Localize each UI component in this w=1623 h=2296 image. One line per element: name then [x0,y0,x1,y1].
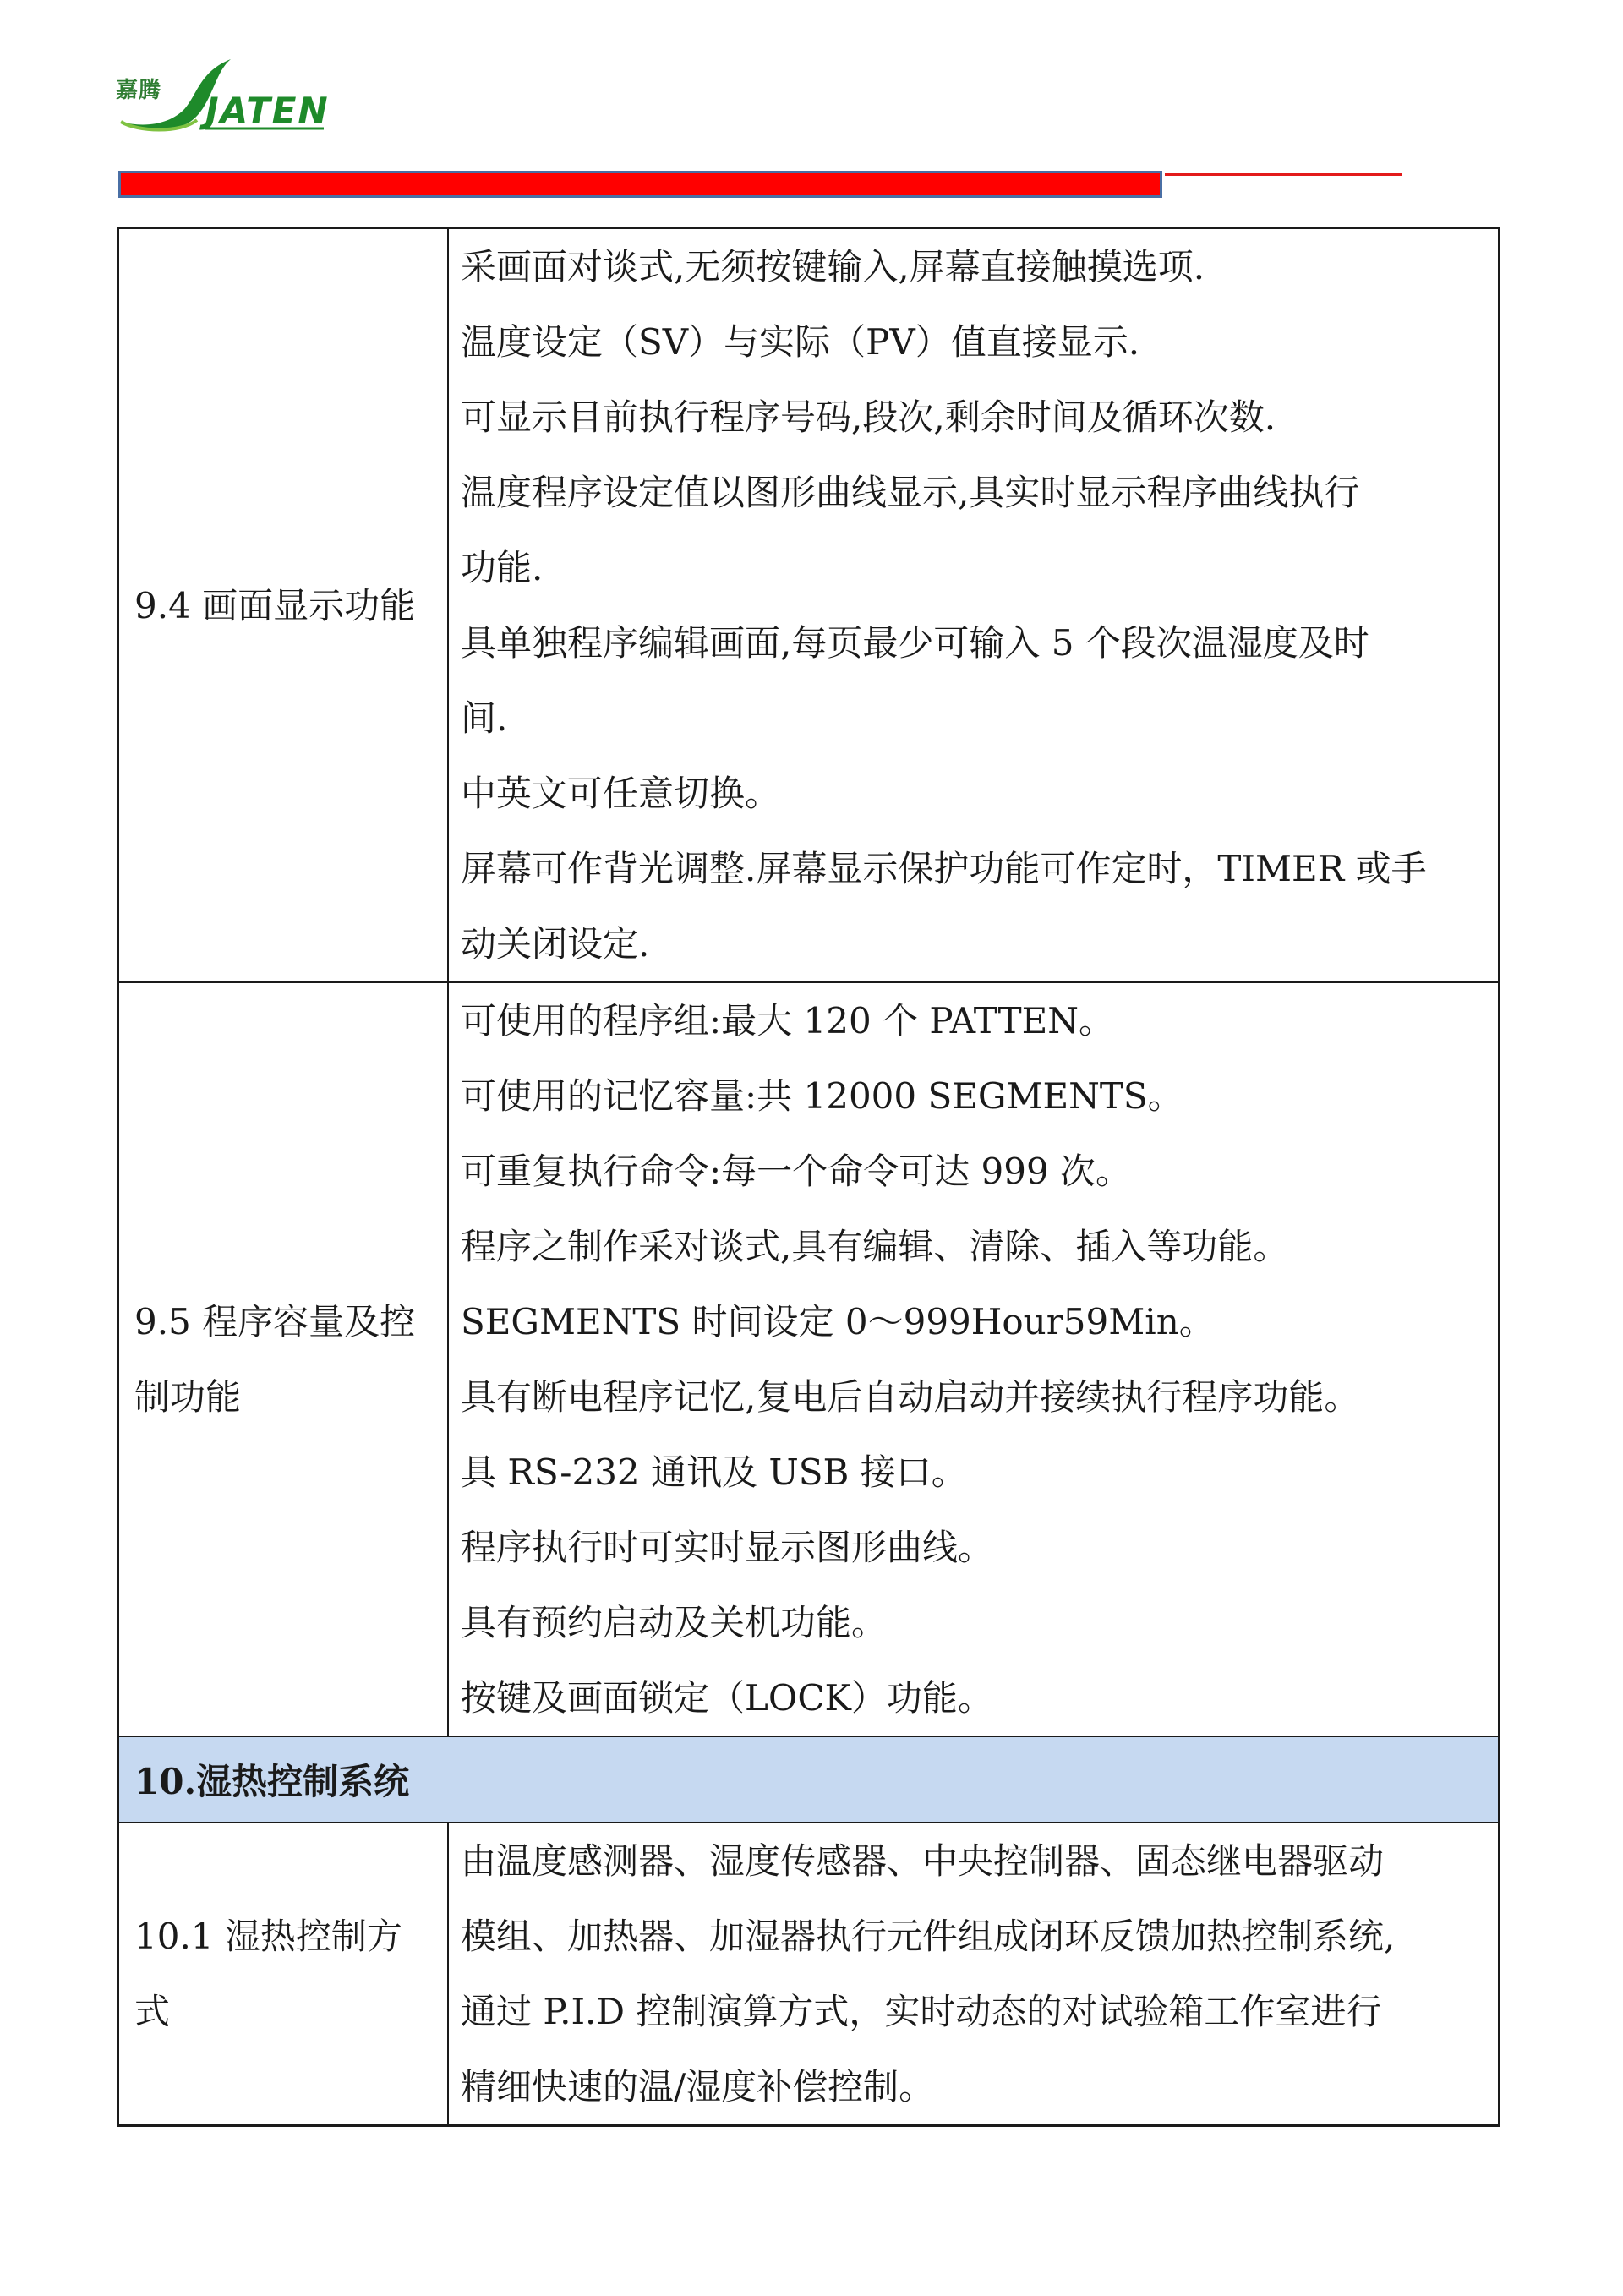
content-line: 动关闭设定. [461,923,650,965]
section-heading [119,1736,1498,1822]
row-content [449,229,1498,981]
content-line: 程序之制作采对谈式,具有编辑、清除、插入等功能。 [461,1226,1289,1267]
content-line: 精细快速的温/湿度补偿控制。 [461,2066,935,2107]
content-line: 具有断电程序记忆,复电后自动启动并接续执行程序功能。 [461,1376,1360,1418]
table-row [119,981,1498,1736]
row-label-text: 式 [134,1991,171,2032]
content-line: 可显示目前执行程序号码,段次,剩余时间及循环次数. [461,396,1276,438]
content-line: 具有预约启动及关机功能。 [461,1602,888,1643]
content-line: 程序执行时可实时显示图形曲线。 [461,1527,994,1568]
content-line: 温度程序设定值以图形曲线显示,具实时显示程序曲线执行 [461,472,1360,513]
company-logo [112,56,332,140]
row-label [119,1823,449,2124]
content-line: 采画面对谈式,无须按键输入,屏幕直接触摸选项. [461,246,1205,287]
row-label-text: 9.4 画面显示功能 [134,584,416,626]
content-line: 通过 P.I.D 控制演算方式，实时动态的对试验箱工作室进行 [461,1991,1382,2032]
row-label-text: 制功能 [134,1376,242,1418]
table-row [119,229,1498,981]
content-line: 按键及画面锁定（LOCK）功能。 [461,1677,993,1719]
row-label-text: 10.1 湿热控制方 [134,1916,402,1957]
section-title: 10.湿热控制系统 [134,1761,410,1802]
content-line: 可重复执行命令:每一个命令可达 999 次。 [461,1151,1132,1192]
logo-text-cn: 嘉腾 [116,78,162,103]
content-line: SEGMENTS 时间设定 0～999Hour59Min。 [461,1301,1215,1342]
content-line: 模组、加热器、加湿器执行元件组成闭环反馈加热控制系统, [461,1916,1396,1957]
row-label [119,983,449,1736]
row-label [119,229,449,981]
row-content [449,983,1498,1736]
table-row [119,1822,1498,2124]
content-line: 屏幕可作背光调整.屏幕显示保护功能可作定时，TIMER 或手 [461,848,1427,889]
content-line: 中英文可任意切换。 [461,773,781,814]
content-line: 间. [461,697,508,739]
content-line: 可使用的程序组:最大 120 个 PATTEN。 [461,1000,1115,1041]
content-line: 具 RS-232 通讯及 USB 接口。 [461,1451,967,1493]
spec-table [117,227,1500,2127]
header-red-line [1165,173,1402,176]
row-label-text: 9.5 程序容量及控 [134,1301,416,1342]
logo-text-en: JATEN [205,90,330,131]
row-content [449,1823,1498,2124]
content-line: 温度设定（SV）与实际（PV）值直接显示. [461,321,1140,363]
content-line: 具单独程序编辑画面,每页最少可输入 5 个段次温湿度及时 [461,622,1369,664]
header-red-bar [118,171,1162,198]
content-line: 由温度感测器、湿度传感器、中央控制器、固态继电器驱动 [461,1840,1385,1882]
content-line: 可使用的记忆容量:共 12000 SEGMENTS。 [461,1075,1183,1117]
content-line: 功能. [461,547,544,588]
